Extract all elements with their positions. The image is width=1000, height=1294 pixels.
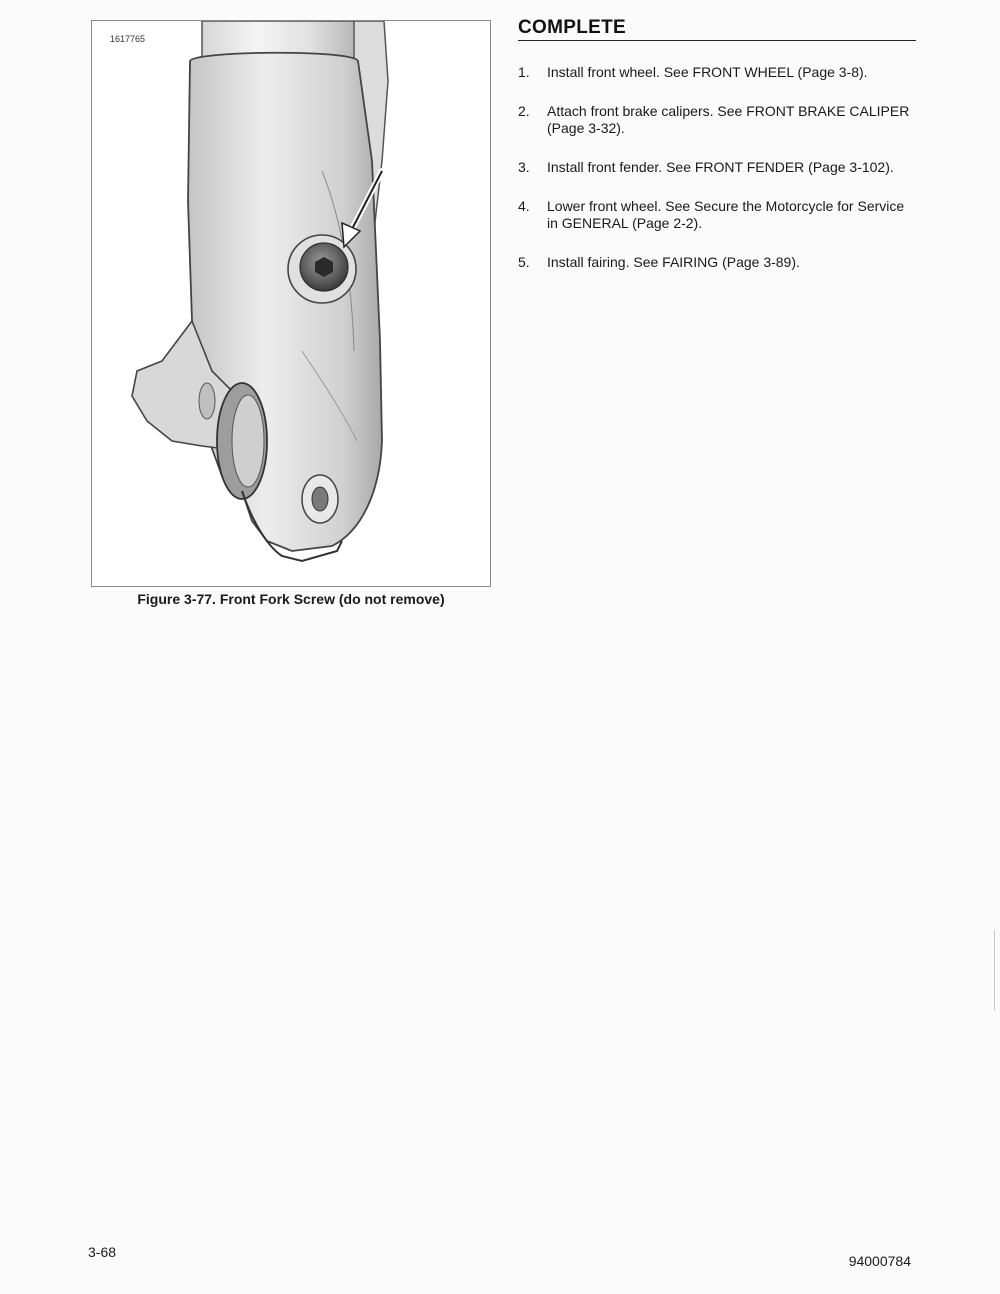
margin-mark <box>994 930 995 1010</box>
step-text: Install front wheel. See FRONT WHEEL (Page 3-8). <box>547 64 868 80</box>
step-number: 1. <box>518 64 530 80</box>
page-number: 3-68 <box>88 1244 117 1260</box>
figure-id-label: 1617765 <box>110 34 146 44</box>
figure-frame <box>91 20 491 587</box>
step-number: 5. <box>518 254 530 270</box>
procedure-step <box>518 254 918 271</box>
section-heading: COMPLETE <box>518 17 916 41</box>
front-fork-illustration <box>92 21 490 586</box>
procedure-step <box>518 103 918 137</box>
document-number: 94000784 <box>848 1253 911 1269</box>
procedure-step <box>518 198 918 232</box>
step-text: Attach front brake calipers. See FRONT BRAKE CALIPER (Page 3-32). <box>547 103 910 136</box>
procedure-steps <box>518 64 918 293</box>
step-text: Install fairing. See FAIRING (Page 3-89). <box>547 254 800 270</box>
step-text: Install front fender. See FRONT FENDER (Page 3-102). <box>547 159 894 175</box>
procedure-step <box>518 159 918 176</box>
step-text: Lower front wheel. See Secure the Motorcycle for Service in GENERAL (Page 2-2). <box>547 198 905 231</box>
step-number: 4. <box>518 198 530 214</box>
step-number: 2. <box>518 103 530 119</box>
procedure-step <box>518 64 918 81</box>
step-number: 3. <box>518 159 530 175</box>
figure-caption: Figure 3-77. Front Fork Screw (do not remove) <box>137 591 445 607</box>
